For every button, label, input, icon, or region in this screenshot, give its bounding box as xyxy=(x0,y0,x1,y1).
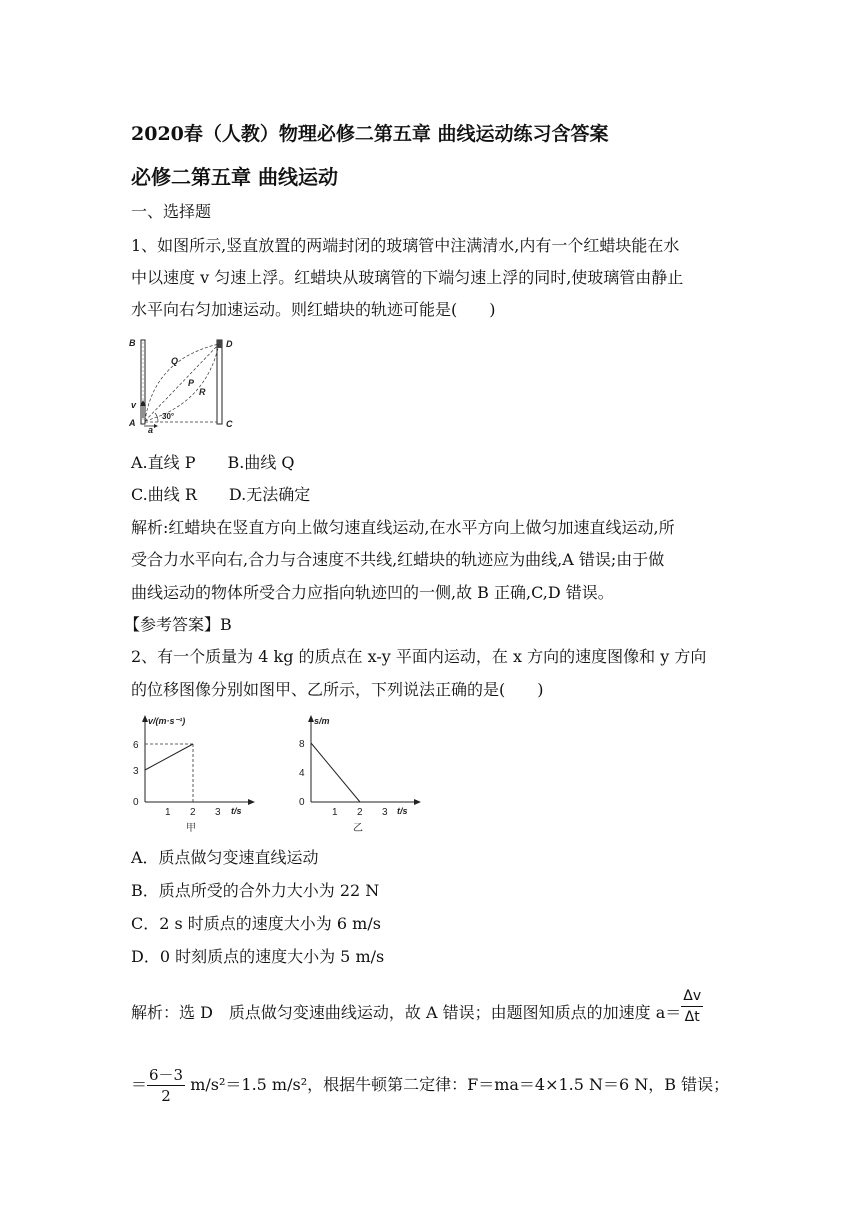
q1-explanation-1: 解析:红蜡块在竖直方向上做匀速直线运动,在水平方向上做匀加速直线运动,所 xyxy=(131,518,675,537)
q2-option-b: B．质点所受的合外力大小为 22 N xyxy=(131,881,380,900)
graph-jia-xlabel: t/s xyxy=(231,806,242,816)
label-angle: 30° xyxy=(162,412,175,421)
displacement-line xyxy=(311,743,360,802)
q1-explanation-3: 曲线运动的物体所受合力应指向轨迹凹的一侧,故 B 正确,C,D 错误。 xyxy=(131,583,614,602)
q1-options-cd: C.曲线 R D.无法确定 xyxy=(131,485,311,504)
q1-answer: 【参考答案】B xyxy=(124,615,232,634)
q2-option-d: D．0 时刻质点的速度大小为 5 m/s xyxy=(131,947,385,966)
graph-yi-xlabel: t/s xyxy=(397,806,408,816)
fraction-dv-dt xyxy=(681,986,703,1027)
q1-figure-glass-tube xyxy=(126,334,241,434)
fraction-denominator: 2 xyxy=(161,1087,171,1105)
label-A: A xyxy=(129,418,136,428)
graph-yi-displacement xyxy=(294,710,424,838)
q2-option-a: A．质点做匀变速直线运动 xyxy=(131,848,319,867)
q1-explanation-2: 受合力水平向右,合力与合速度不共线,红蜡块的轨迹应为曲线,A 错误;由于做 xyxy=(131,550,665,569)
q2-option-c: C．2 s 时质点的速度大小为 6 m/s xyxy=(131,914,381,933)
graph-jia-ylabel: v/(m·s⁻¹) xyxy=(148,716,186,726)
ytick-3: 3 xyxy=(133,766,139,777)
label-C: C xyxy=(226,419,233,429)
ytick-8: 8 xyxy=(299,739,305,750)
ytick-6: 6 xyxy=(133,740,139,751)
label-Q: Q xyxy=(171,356,179,366)
ytick-4: 4 xyxy=(299,768,305,779)
xtick-2: 2 xyxy=(357,807,363,818)
label-a: a xyxy=(148,425,154,434)
q2-explanation-2 xyxy=(131,1065,729,1106)
graph-yi-caption: 乙 xyxy=(353,823,363,834)
q2-line-2: 的位移图像分别如图甲、乙所示，下列说法正确的是( ) xyxy=(131,680,544,699)
fraction-6-3-over-2 xyxy=(147,1065,185,1106)
fraction-numerator: Δv xyxy=(681,986,703,1007)
graph-jia-caption: 甲 xyxy=(186,823,196,834)
section-heading: 一、选择题 xyxy=(131,202,212,221)
label-B: B xyxy=(129,338,136,348)
q2-line-1: 2、有一个质量为 4 kg 的质点在 x-y 平面内运动，在 x 方向的速度图像和 y 方向 xyxy=(131,647,707,666)
q1-options-ab: A.直线 P B.曲线 Q xyxy=(131,453,295,472)
label-P: P xyxy=(188,378,195,388)
xtick-3: 3 xyxy=(215,807,221,818)
xtick-3: 3 xyxy=(382,807,388,818)
q2-explanation-text-2: m/s²＝1.5 m/s²，根据牛顿第二定律：F＝ma＝4×1.5 N＝6 N，B 错误； xyxy=(185,1075,730,1094)
label-D: D xyxy=(226,339,233,349)
fraction-numerator: 6－3 xyxy=(149,1066,184,1084)
graph-jia-velocity xyxy=(128,710,258,838)
chapter-heading: 必修二第五章 曲线运动 xyxy=(131,165,338,189)
xtick-1: 1 xyxy=(165,807,171,818)
label-v: v xyxy=(131,400,137,410)
q2-explanation-prefix: ＝ xyxy=(131,1075,148,1094)
ytick-0: 0 xyxy=(299,797,305,808)
graph-yi-ylabel: s/m xyxy=(314,716,330,726)
fraction-denominator: Δt xyxy=(684,1009,700,1025)
document-title: 2020春（人教）物理必修二第五章 曲线运动练习含答案 xyxy=(131,123,609,145)
ytick-0: 0 xyxy=(133,797,139,808)
velocity-line xyxy=(145,744,193,770)
xtick-2: 2 xyxy=(190,807,196,818)
q1-line-3: 水平向右匀加速运动。则红蜡块的轨迹可能是( ) xyxy=(131,300,496,319)
q2-explanation-text-1: 解析：选 D 质点做匀变速曲线运动，故 A 错误；由题图知质点的加速度 a＝ xyxy=(131,1003,682,1022)
q1-line-2: 中以速度 v 匀速上浮。红蜡块从玻璃管的下端匀速上浮的同时,使玻璃管由静止 xyxy=(131,268,684,287)
xtick-1: 1 xyxy=(332,807,338,818)
q1-line-1: 1、如图所示,竖直放置的两端封闭的玻璃管中注满清水,内有一个红蜡块能在水 xyxy=(131,236,680,255)
label-R: R xyxy=(199,387,206,397)
